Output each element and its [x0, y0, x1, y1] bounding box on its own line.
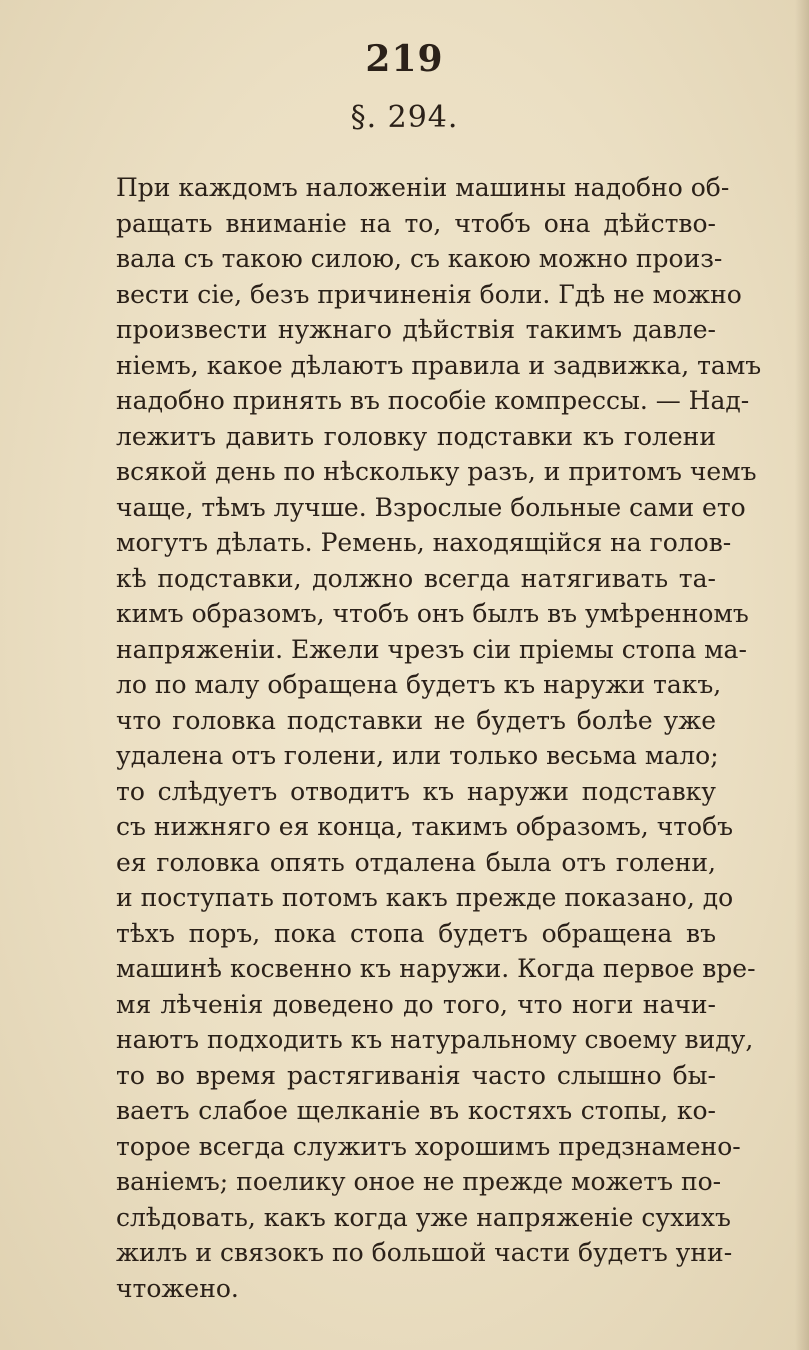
- text-line: удалена отъ голени, или только весьма мало;: [116, 741, 719, 770]
- text-line: чаще, тѣмъ лучше. Взрослые больные сами ето: [116, 492, 746, 522]
- text-line: жилъ и связокъ по большой части будетъ уни-: [116, 1238, 733, 1267]
- text-line: ваетъ слабое щелканіе въ костяхъ стопы, ко-: [116, 1096, 716, 1125]
- text-line: что головка подставки не будетъ болѣе уже: [116, 705, 716, 735]
- text-line: ея головка опять отдалена была отъ голени,: [116, 847, 716, 877]
- text-line: всякой день по нѣскольку разъ, и притомъ чемъ: [116, 457, 757, 486]
- text-line: могутъ дѣлать. Ремень, находящійся на голов-: [116, 528, 732, 557]
- text-line: напряженіи. Ежели чрезъ сіи пріемы стопа ма-: [116, 634, 747, 664]
- section-heading: §. 294.: [350, 100, 459, 135]
- text-line: наютъ подходить къ натуральному своему виду,: [116, 1025, 754, 1054]
- text-line: слѣдовать, какъ когда уже напряженіе сухихъ: [116, 1202, 731, 1232]
- text-line: то во время растягиванія часто слышно бы-: [116, 1060, 716, 1090]
- text-line: ло по малу обращена будетъ къ наружи такъ,: [116, 670, 722, 699]
- page-edge-shadow: [795, 0, 809, 1350]
- text-line: кимъ образомъ, чтобъ онъ былъ въ умѣренномъ: [116, 599, 749, 628]
- text-line: вести сіе, безъ причиненія боли. Гдѣ не можно: [116, 279, 742, 309]
- text-line: то слѣдуетъ отводитъ къ наружи подставку: [116, 776, 716, 806]
- text-line: надобно принять въ пособіе компрессы. — Над-: [116, 386, 750, 415]
- text-line: торое всегда служитъ хорошимъ предзнамено-: [116, 1131, 741, 1161]
- text-line: съ нижняго ея конца, такимъ образомъ, чтобъ: [116, 812, 734, 841]
- text-line: и поступать потомъ какъ прежде показано, до: [116, 883, 734, 912]
- text-line: ращать вниманіе на то, чтобъ она дѣйство-: [116, 208, 716, 238]
- text-line: мя лѣченія доведено до того, что ноги начи-: [116, 989, 716, 1019]
- text-line: машинѣ косвенно къ наружи. Когда первое вре-: [116, 954, 756, 983]
- body-text: [116, 170, 762, 1306]
- page-number: 219: [365, 38, 444, 80]
- text-line: чтожено.: [116, 1273, 239, 1303]
- text-line: При каждомъ наложеніи машины надобно об-: [116, 173, 730, 202]
- text-line: тѣхъ поръ, пока стопа будетъ обращена въ: [116, 918, 716, 948]
- text-line: кѣ подставки, должно всегда натягивать та-: [116, 563, 716, 593]
- text-line: ваніемъ; поелику оное не прежде можетъ по-: [116, 1167, 722, 1196]
- text-line: вала съ такою силою, съ какою можно произ-: [116, 244, 723, 273]
- text-line: ніемъ, какое дѣлаютъ правила и задвижка, тамъ: [116, 350, 762, 380]
- text-line: лежитъ давить головку подставки къ голени: [116, 421, 716, 451]
- text-line: произвести нужнаго дѣйствія такимъ давле-: [116, 315, 716, 344]
